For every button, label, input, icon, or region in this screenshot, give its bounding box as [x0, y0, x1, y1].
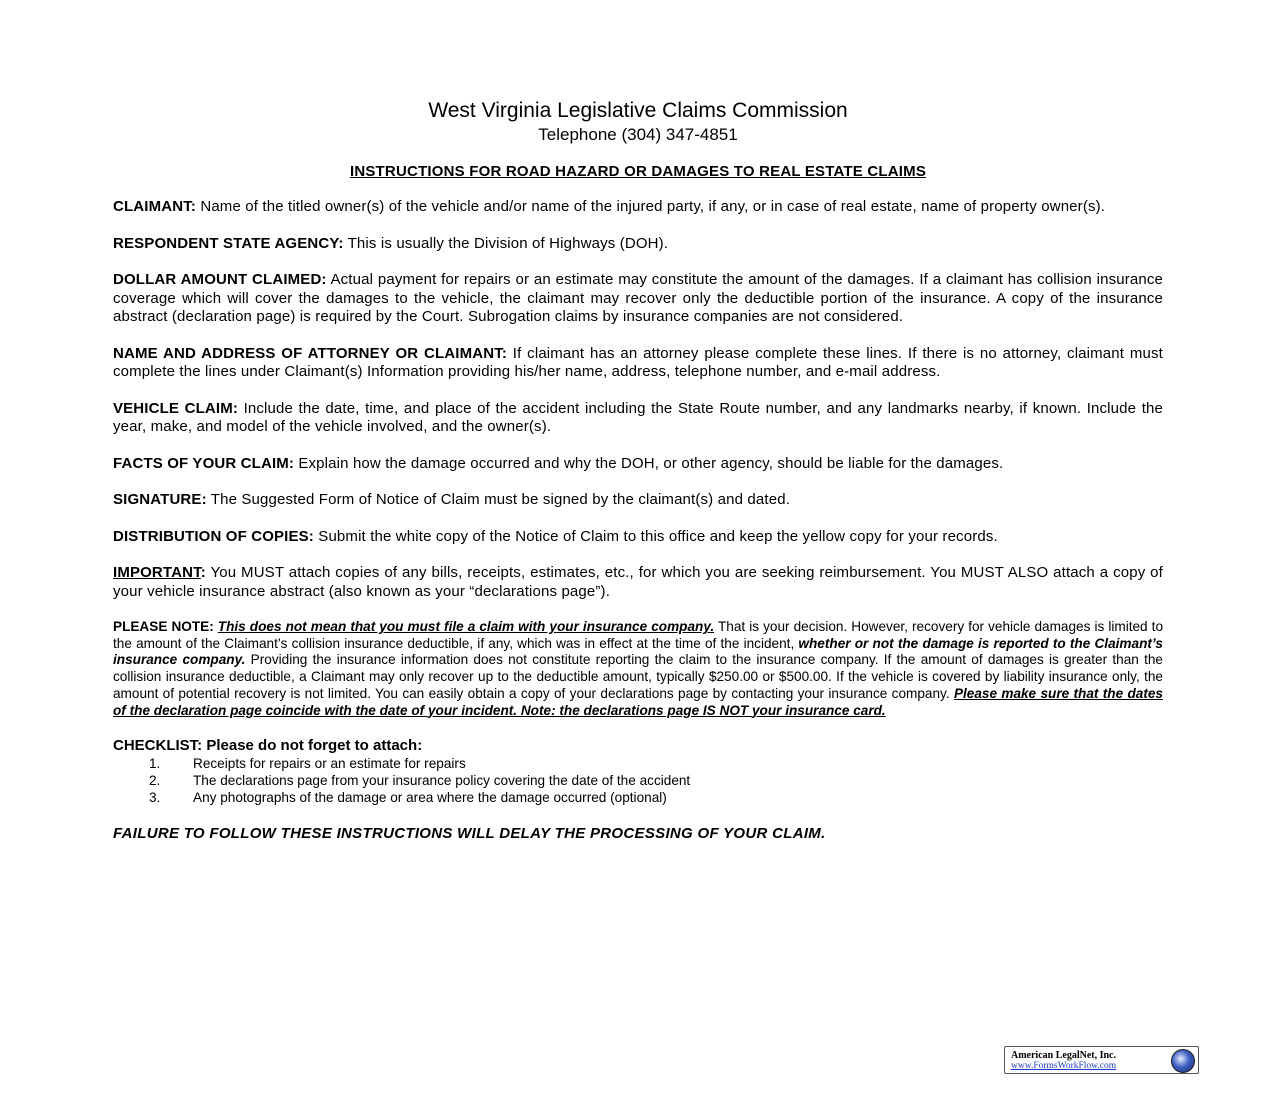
section-attorney: NAME AND ADDRESS OF ATTORNEY OR CLAIMANT: If claimant has an attorney please complete these lines. If there is no attorney, claimant must complete the lines under Claimant(s) Information providing his/her name, address, telephone number, and e-mail address.: [113, 344, 1163, 380]
checklist: [113, 755, 1163, 806]
section-distribution: DISTRIBUTION OF COPIES: Submit the white copy of the Notice of Claim to this office and keep the yellow copy for your records.: [113, 527, 998, 545]
instructions-title: INSTRUCTIONS FOR ROAD HAZARD OR DAMAGES TO REAL ESTATE CLAIMS: [349, 163, 927, 180]
section-respondent: RESPONDENT STATE AGENCY: This is usually the Division of Highways (DOH).: [113, 234, 669, 252]
section-vehicle-claim: VEHICLE CLAIM: Include the date, time, and place of the accident including the State Route number, and any landmarks nearby, if known. Include the year, make, and model of the vehicle involved, and the owner(s).: [113, 399, 1163, 435]
document-page: [113, 98, 1163, 842]
commission-title: West Virginia Legislative Claims Commission: [428, 99, 848, 122]
section-dollar-amount: DOLLAR AMOUNT CLAIMED: Actual payment for repairs or an estimate may constitute the amount of the damages. If a claimant has collision insurance coverage which will cover the damages to the vehicle, the claimant may recover only the deductible portion of the insurance. A copy of the insurance abstract (declaration page) is required by the Court. Subrogation claims by insurance companies are not considered.: [113, 271, 1163, 325]
section-important: IMPORTANT: You MUST attach copies of any bills, receipts, estimates, etc., for which you are seeking reimbursement. You MUST ALSO attach a copy of your vehicle insurance abstract (also known as your “declarations page”).: [113, 564, 1163, 600]
section-facts: FACTS OF YOUR CLAIM: Explain how the damage occurred and why the DOH, or other agency, should be liable for the damages.: [113, 454, 1004, 472]
section-claimant: CLAIMANT: Name of the titled owner(s) of the vehicle and/or name of the injured party, if any, or in case of real estate, name of property owner(s).: [113, 198, 1106, 215]
list-item: 3. Any photographs of the damage or area where the damage occurred (optional): [149, 790, 667, 806]
logo-company: American LegalNet, Inc.: [1011, 1050, 1116, 1061]
failure-warning: FAILURE TO FOLLOW THESE INSTRUCTIONS WILL DELAY THE PROCESSING OF YOUR CLAIM.: [113, 825, 826, 843]
company-logo[interactable]: [1004, 1046, 1199, 1074]
section-signature: SIGNATURE: The Suggested Form of Notice of Claim must be signed by the claimant(s) and dated.: [113, 491, 791, 508]
logo-url[interactable]: www.FormsWorkFlow.com: [1011, 1061, 1117, 1071]
globe-icon: [1171, 1049, 1195, 1073]
list-item: 1. Receipts for repairs or an estimate for repairs: [149, 756, 466, 772]
list-item: 2. The declarations page from your insurance policy covering the date of the accident: [149, 773, 691, 789]
telephone: Telephone (304) 347-4851: [538, 125, 738, 144]
checklist-title: CHECKLIST: Please do not forget to attach:: [113, 737, 423, 755]
section-please-note: PLEASE NOTE: This does not mean that you must file a claim with your insurance company. That is your decision. However, recovery for vehicle damages is limited to the amount of the Claimant’s collision insurance deductible, if any, which was in effect at the time of the incident, whether or not the damage is reported to the Claimant’s insurance company. Providing the insurance information does not constitute reporting the claim to the insurance company. If the amount of damages is greater than the collision insurance deductible, a Claimant may only recover up to the deductible amount, typically $250.00 or $500.00. If the vehicle is covered by liability insurance only, the amount of potential recovery is not limited. You can easily obtain a copy of your declarations page by contacting your insurance company. Please make sure that the dates of the declaration page coincide with the date of your incident. Note: the declarations page IS NOT your insurance card.: [113, 619, 1164, 718]
